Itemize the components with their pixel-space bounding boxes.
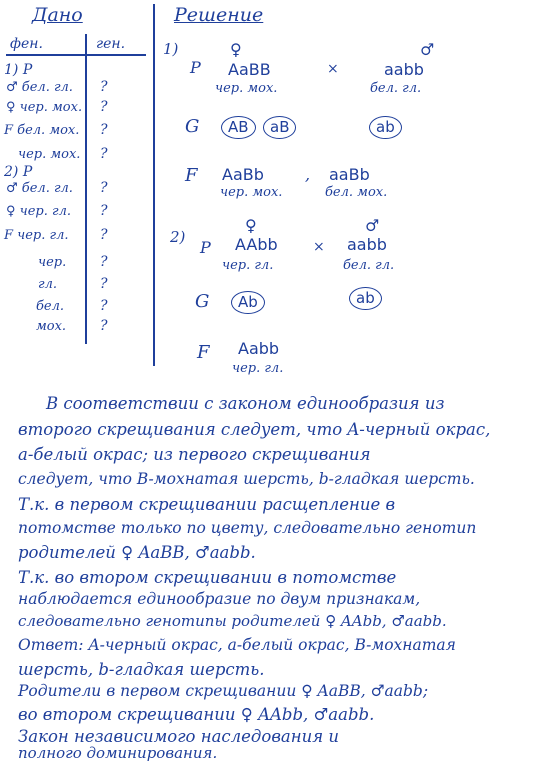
part1-cross: × xyxy=(327,61,339,77)
conclusion-line-3: a-белый окрас; из первого скрещивания xyxy=(18,445,371,464)
part2-cross: × xyxy=(313,239,325,255)
part1-p: P xyxy=(190,58,201,77)
conclusion-line-16: полного доминирования. xyxy=(18,744,218,762)
part2-g: G xyxy=(195,291,210,312)
conclusion-line-9: наблюдается единообразие по двум признакам, xyxy=(18,590,421,608)
given-row-7: ♂ бел. гл. xyxy=(6,181,73,196)
given-row-2: ♂ бел. гл. xyxy=(6,80,73,95)
given-row-8-mark: ? xyxy=(100,203,108,219)
given-row-5-mark: ? xyxy=(100,146,108,162)
conclusion-line-14: во втором скрещивании ♀ AAbb, ♂aabb. xyxy=(18,705,375,724)
given-row-5: чер. мох. xyxy=(18,147,81,162)
given-row-10: чер. xyxy=(38,255,67,270)
part1-g: G xyxy=(185,116,200,137)
given-row-2-mark: ? xyxy=(100,79,108,95)
part2-gamete-2: ab xyxy=(349,287,382,310)
part1-gamete-1: AB xyxy=(221,116,256,139)
solution-title: Решение xyxy=(174,4,264,26)
conclusion-line-2: второго скрещивания следует, что A-черный окрас, xyxy=(18,420,491,439)
part1-offspring-1: AaBb xyxy=(222,165,264,184)
main-divider xyxy=(153,4,155,366)
part1-offspring-1-phen: чер. мох. xyxy=(220,185,283,200)
given-row-12: бел. xyxy=(36,299,65,314)
given-row-8: ♀ чер. гл. xyxy=(6,204,71,219)
given-col-gen: ген. xyxy=(96,36,126,52)
part2-f: F xyxy=(197,342,210,363)
conclusion-line-13: Родители в первом скрещивании ♀ AaBB, ♂aabb; xyxy=(18,682,429,700)
part1-gamete-3: ab xyxy=(369,116,402,139)
part1-offspring-comma: , xyxy=(305,165,311,184)
part2-gamete-1: Ab xyxy=(231,291,265,314)
part2-female-sign: ♀ xyxy=(245,216,257,235)
given-row-12-mark: ? xyxy=(100,298,108,314)
part1-offspring-2-phen: бел. мох. xyxy=(325,185,388,200)
given-header-underline xyxy=(6,54,146,56)
part1-female-genotype: AaBB xyxy=(228,60,271,79)
given-title: Дано xyxy=(32,4,83,26)
given-row-10-mark: ? xyxy=(100,254,108,270)
given-row-9-mark: ? xyxy=(100,227,108,243)
conclusion-line-8: Т.к. во втором скрещивании в потомстве xyxy=(18,568,397,587)
conclusion-line-7: родителей ♀ AaBB, ♂aabb. xyxy=(18,543,256,562)
part1-male-sign: ♂ xyxy=(420,40,435,59)
part1-female-sign: ♀ xyxy=(230,40,242,59)
part2-female-genotype: AAbb xyxy=(235,235,278,254)
conclusion-line-1: В соответствии с законом единообразия из xyxy=(46,394,445,413)
part2-male-genotype: aabb xyxy=(347,235,387,254)
given-col-divider xyxy=(85,34,87,344)
conclusion-line-10: следовательно генотипы родителей ♀ AAbb, ♂aabb. xyxy=(18,612,447,630)
given-row-13: мох. xyxy=(36,319,67,334)
part1-female-phenotype: чер. мох. xyxy=(215,81,278,96)
given-row-13-mark: ? xyxy=(100,318,108,334)
conclusion-line-15: Закон независимого наследования и xyxy=(18,727,340,746)
part2-female-phenotype: чер. гл. xyxy=(222,258,274,273)
part2-p: P xyxy=(200,238,211,257)
given-row-6: 2) P xyxy=(4,164,33,180)
conclusion-line-12: шерсть, b-гладкая шерсть. xyxy=(18,660,265,679)
conclusion-line-11: Ответ: A-черный окрас, a-белый окрас, B-мохнатая xyxy=(18,636,456,654)
given-row-4: F бел. мох. xyxy=(4,123,80,138)
part1-gamete-2: aB xyxy=(263,116,296,139)
given-row-4-mark: ? xyxy=(100,122,108,138)
conclusion-line-4: следует, что B-мохнатая шерсть, b-гладкая шерсть. xyxy=(18,470,475,488)
given-row-11: гл. xyxy=(38,277,57,292)
part1-offspring-2: aaBb xyxy=(329,165,370,184)
part2-male-phenotype: бел. гл. xyxy=(343,258,395,273)
given-row-11-mark: ? xyxy=(100,276,108,292)
part1-f: F xyxy=(185,165,198,186)
part1-number: 1) xyxy=(163,40,179,58)
given-row-3: ♀ чер. мох. xyxy=(6,100,83,115)
given-row-1: 1) P xyxy=(4,62,33,78)
part1-male-phenotype: бел. гл. xyxy=(370,81,422,96)
part2-number: 2) xyxy=(170,228,186,246)
given-col-phen: фен. xyxy=(10,36,43,52)
part2-offspring-phen: чер. гл. xyxy=(232,361,284,376)
part2-male-sign: ♂ xyxy=(365,216,380,235)
given-row-9: F чер. гл. xyxy=(4,228,69,243)
given-row-3-mark: ? xyxy=(100,99,108,115)
given-row-7-mark: ? xyxy=(100,180,108,196)
conclusion-line-6: потомстве только по цвету, следовательно генотип xyxy=(18,519,477,537)
conclusion-line-5: Т.к. в первом скрещивании расщепление в xyxy=(18,495,396,514)
part1-male-genotype: aabb xyxy=(384,60,424,79)
part2-offspring: Aabb xyxy=(238,339,280,358)
